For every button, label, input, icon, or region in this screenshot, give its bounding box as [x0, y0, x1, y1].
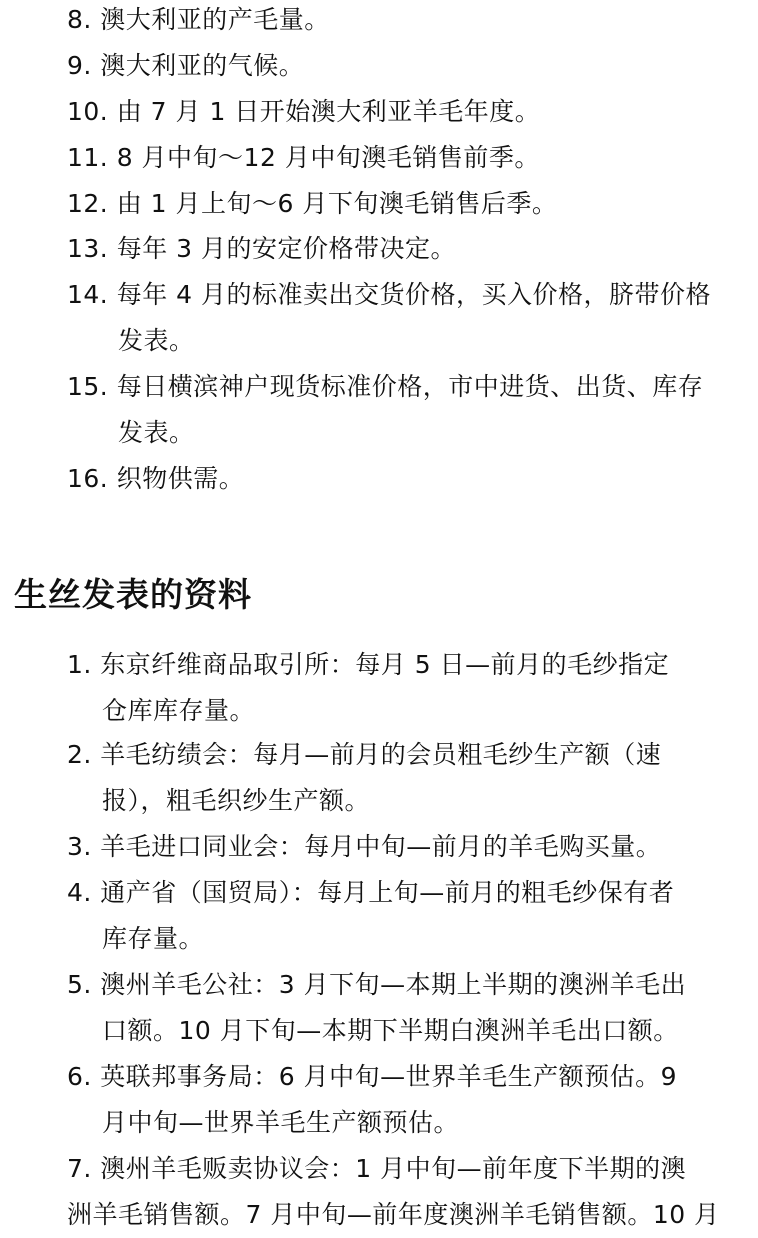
- list-b-item-2: 2. 羊毛纺绩会：每月—前月的会员粗毛纱生产额（速: [67, 740, 662, 769]
- list-item-14: 14. 每年 4 月的标准卖出交货价格，买入价格，脐带价格: [67, 280, 712, 309]
- list-b-item-5: 5. 澳州羊毛公社：3 月下旬—本期上半期的澳洲羊毛出: [67, 970, 687, 999]
- list-item-15: 15. 每日横滨神户现货标准价格，市中进货、出货、库存: [67, 372, 704, 401]
- list-b-item-6: 6. 英联邦事务局：6 月中旬—世界羊毛生产额预估。9: [67, 1062, 678, 1091]
- list-b-item-4: 4. 通产省（国贸局）：每月上旬—前月的粗毛纱保有者: [67, 878, 675, 907]
- list-item-9: 9. 澳大利亚的气候。: [67, 51, 305, 80]
- list-item-11: 11. 8 月中旬～12 月中旬澳毛销售前季。: [67, 143, 540, 172]
- list-b-item-3: 3. 羊毛进口同业会：每月中旬—前月的羊毛购买量。: [67, 832, 662, 861]
- list-item-16: 16. 织物供需。: [67, 464, 245, 493]
- list-item-15-cont: 发表。: [118, 418, 195, 447]
- list-b-item-4-cont: 库存量。: [102, 924, 205, 953]
- list-b-item-2-cont: 报），粗毛织纱生产额。: [102, 786, 371, 815]
- list-b-item-5-cont: 口额。10 月下旬—本期下半期白澳洲羊毛出口额。: [102, 1016, 679, 1045]
- list-item-10: 10. 由 7 月 1 日开始澳大利亚羊毛年度。: [67, 97, 541, 126]
- list-item-8: 8. 澳大利亚的产毛量。: [67, 5, 330, 34]
- list-item-12: 12. 由 1 月上旬～6 月下旬澳毛销售后季。: [67, 189, 558, 218]
- section-heading: 生丝发表的资料: [14, 575, 252, 614]
- list-b-item-7-cont: 洲羊毛销售额。7 月中旬—前年度澳洲羊毛销售额。10 月: [67, 1200, 720, 1229]
- list-b-item-7: 7. 澳州羊毛贩卖协议会：1 月中旬—前年度下半期的澳: [67, 1154, 687, 1183]
- list-b-item-1-cont: 仓库库存量。: [102, 696, 256, 725]
- list-b-item-6-cont: 月中旬—世界羊毛生产额预估。: [102, 1108, 460, 1137]
- list-b-item-1: 1. 东京纤维商品取引所：每月 5 日—前月的毛纱指定: [67, 650, 670, 679]
- list-item-14-cont: 发表。: [118, 326, 195, 355]
- list-item-13: 13. 每年 3 月的安定价格带决定。: [67, 234, 457, 263]
